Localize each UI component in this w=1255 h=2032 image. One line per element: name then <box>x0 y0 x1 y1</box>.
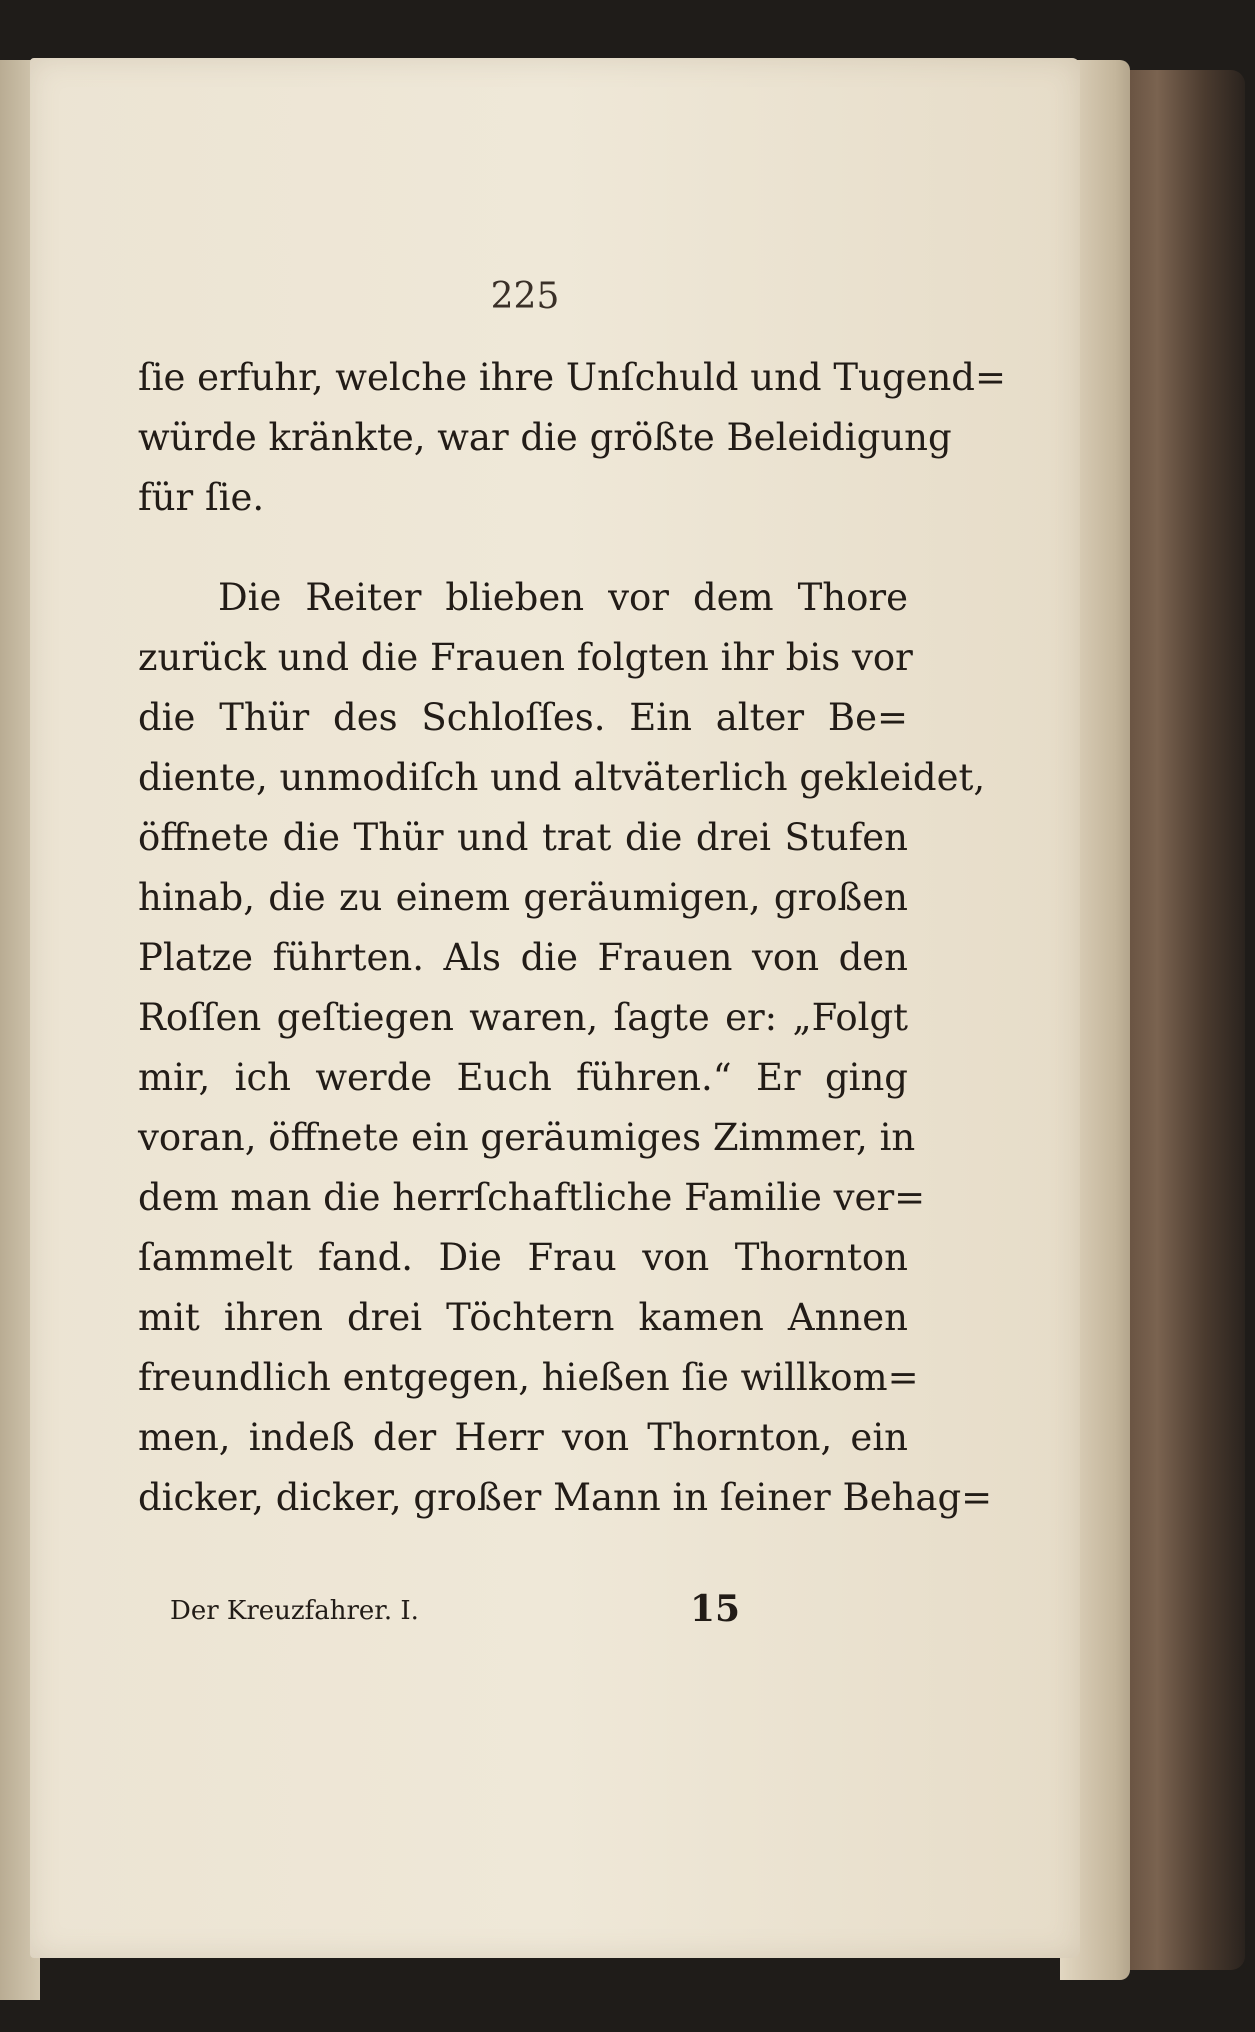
text-line: öffnete die Thür und trat die drei Stufen <box>138 816 908 859</box>
text-line: ſammelt fand. Die Frau von Thornton <box>138 1236 908 1279</box>
text-line: diente, unmodiſch und altväterlich gekleidet, <box>138 756 986 799</box>
page-footer <box>170 1588 910 1638</box>
book-cover-edge <box>1110 70 1245 1970</box>
page-number: 225 <box>490 276 560 317</box>
body-text <box>138 348 1006 1528</box>
book-page <box>30 58 1080 1958</box>
text-line: würde kränkte, war die größte Beleidigung <box>138 416 952 459</box>
text-line: hinab, die zu einem geräumigen, großen <box>138 876 908 919</box>
text-line: voran, öffnete ein geräumiges Zimmer, in <box>138 1116 916 1159</box>
text-line: zurück und die Frauen folgten ihr bis vor <box>138 636 913 679</box>
text-line: dicker, dicker, großer Mann in ſeiner Behag= <box>138 1476 993 1519</box>
signature-line: Der Kreuzfahrer. I. <box>170 1596 419 1626</box>
text-line: freundlich entgegen, hießen ſie willkom= <box>138 1356 919 1399</box>
text-line: für ſie. <box>138 476 265 519</box>
paragraph-gap <box>138 528 908 568</box>
text-line: dem man die herrſchaftliche Familie ver= <box>138 1176 926 1219</box>
text-line: die Thür des Schloſſes. Ein alter Be= <box>138 696 908 739</box>
signature-mark: 15 <box>690 1588 741 1630</box>
text-line: men, indeß der Herr von Thornton, ein <box>138 1416 908 1459</box>
text-line: Platze führten. Als die Frauen von den <box>138 936 908 979</box>
text-line: Roſſen geſtiegen waren, ſagte er: „Folgt <box>138 996 908 1039</box>
text-line: mit ihren drei Töchtern kamen Annen <box>138 1296 908 1339</box>
text-line: Die Reiter blieben vor dem Thore <box>218 576 908 619</box>
text-line: ſie erfuhr, welche ihre Unſchuld und Tugend= <box>138 356 1006 399</box>
text-line: mir, ich werde Euch führen.“ Er ging <box>138 1056 908 1099</box>
